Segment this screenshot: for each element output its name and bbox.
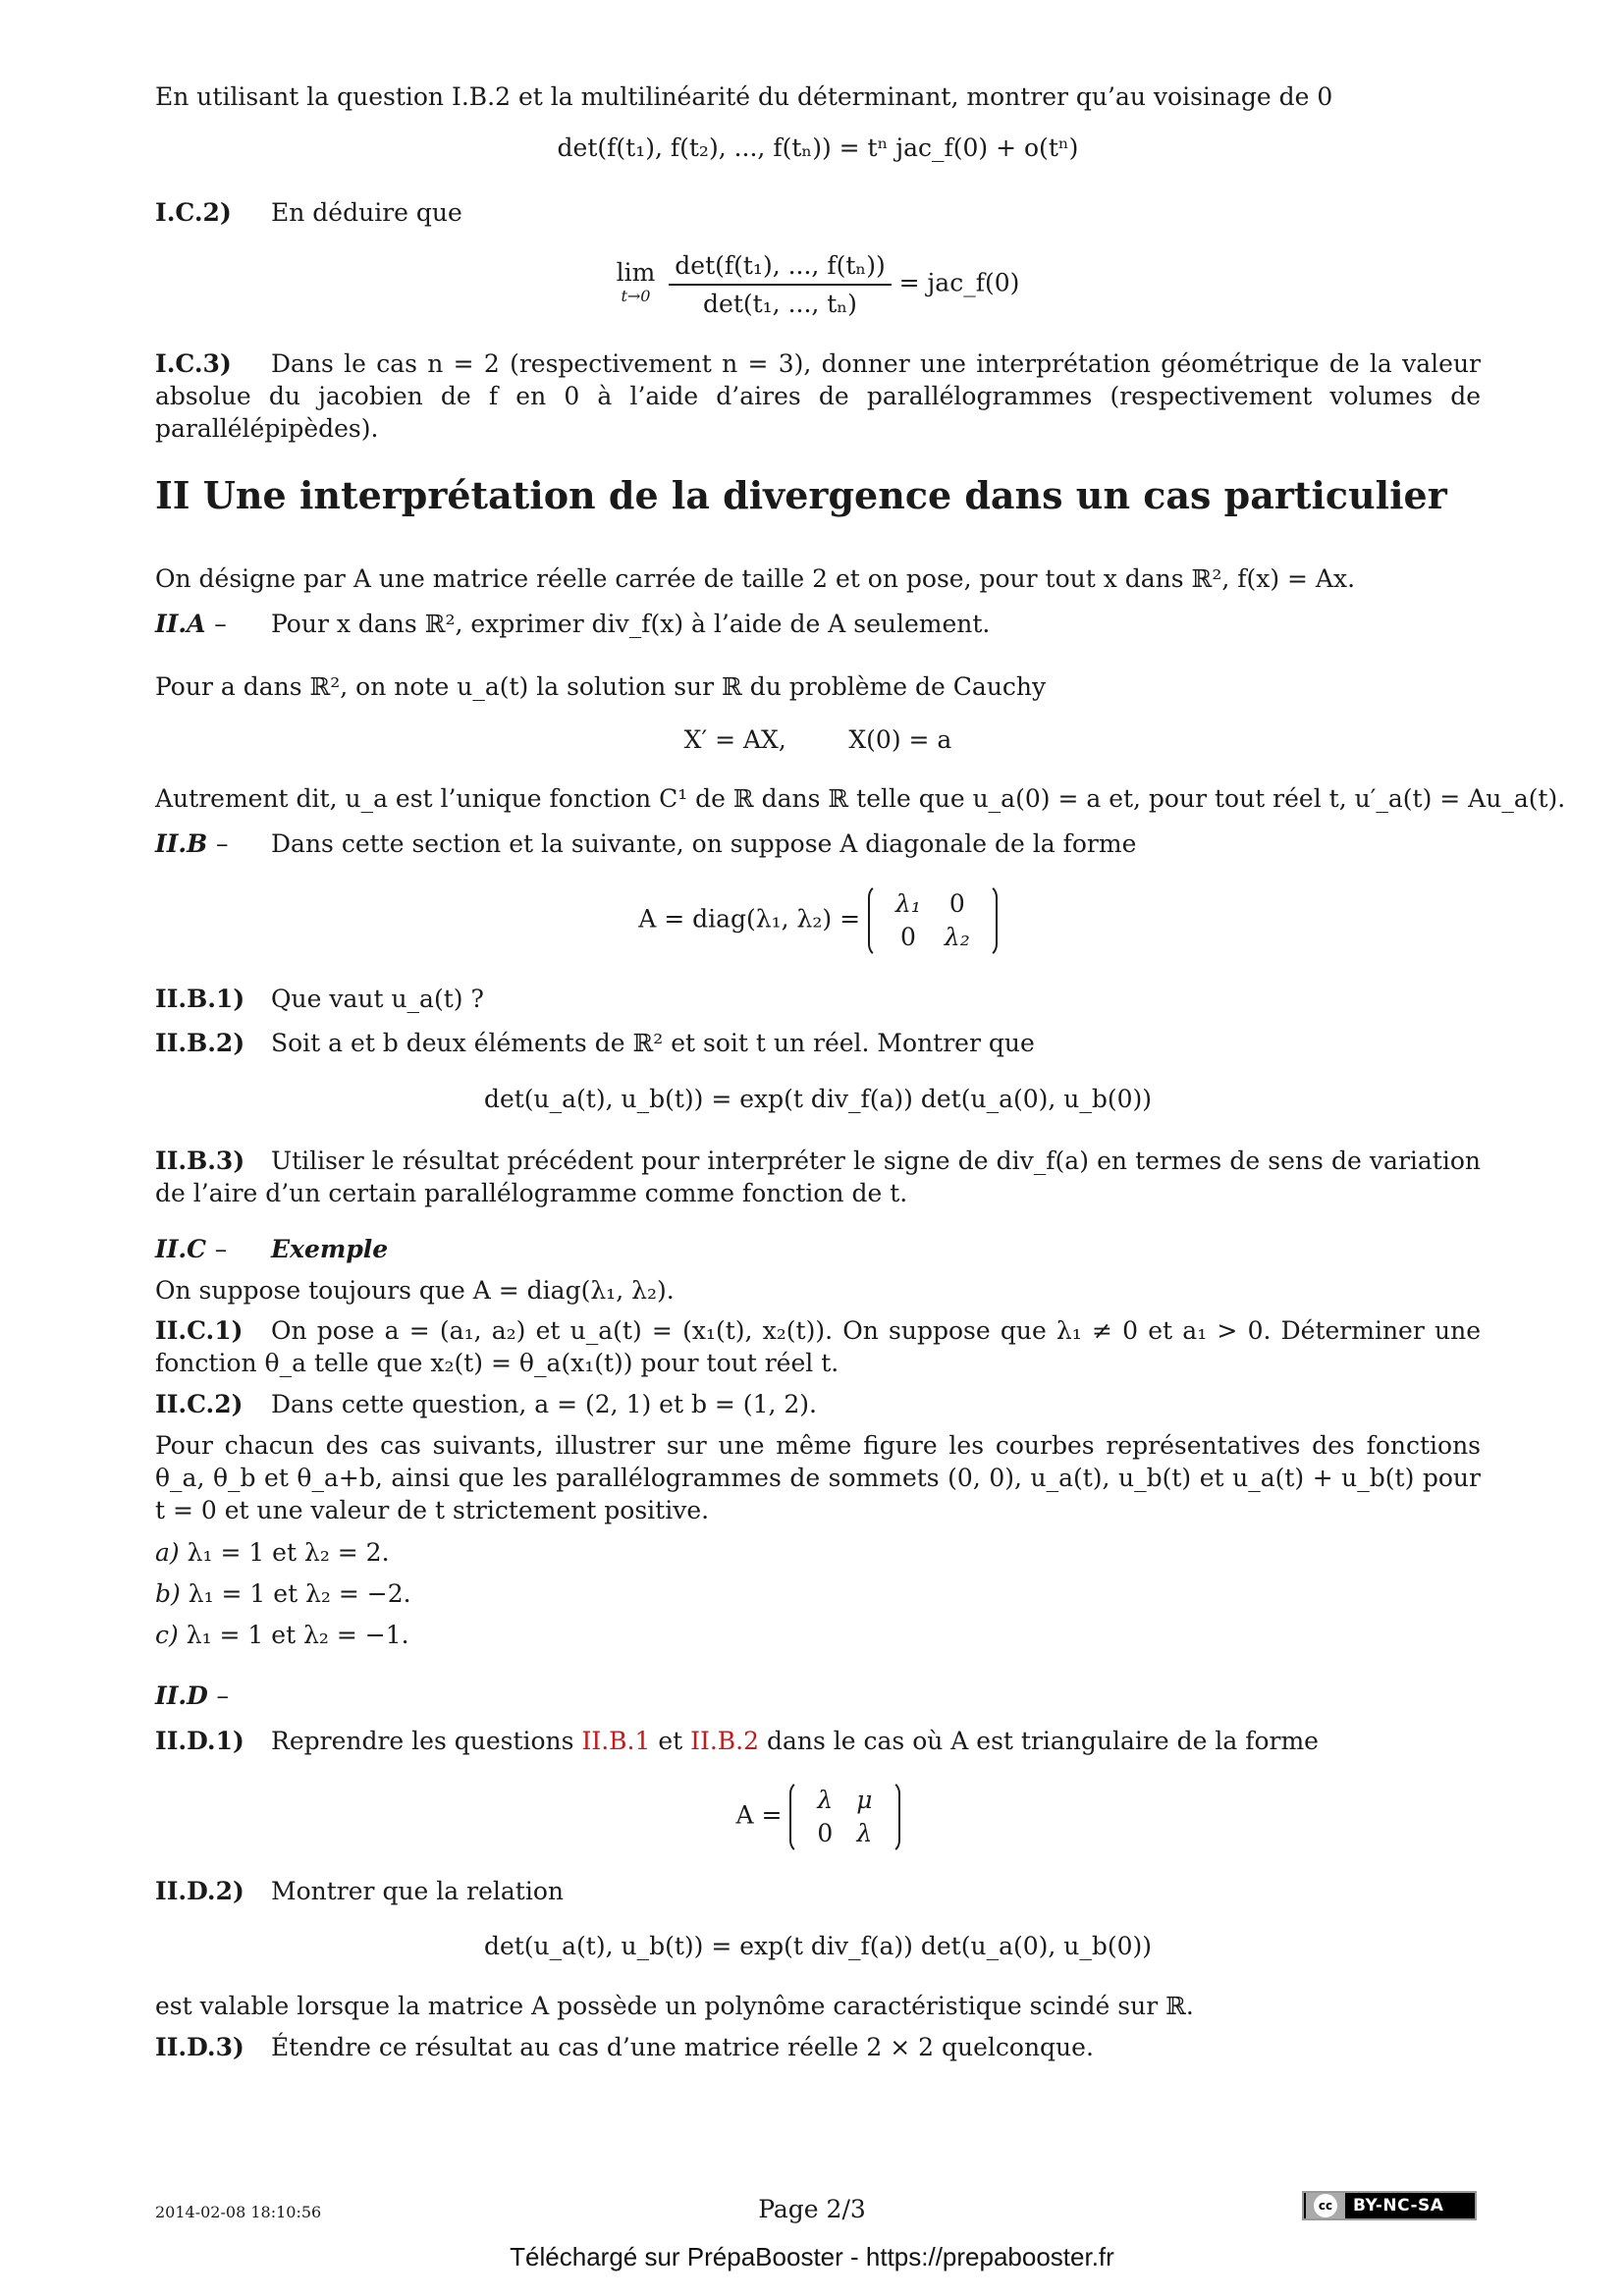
- IID2-after: est valable lorsque la matrice A possède un polynôme caractéristique scindé sur ℝ.: [155, 1992, 1194, 2020]
- question-IIB: [155, 828, 1481, 860]
- case-item: [155, 1577, 1481, 1610]
- formula-lhs: A =: [735, 1800, 783, 1830]
- fraction-numerator: det(f(t₁), ..., f(tₙ)): [669, 249, 891, 286]
- question-IID: [155, 1680, 1481, 1712]
- question-label: II.B –: [155, 829, 229, 858]
- case-tag: a): [155, 1538, 180, 1567]
- question-label: II.D –: [155, 1682, 229, 1710]
- section-intro: On désigne par A une matrice réelle carrée de taille 2 et on pose, pour tout x dans ℝ², f(x) = Ax.: [155, 564, 1356, 593]
- question-text: Soit a et b deux éléments de ℝ² et soit t un réel. Montrer que: [271, 1029, 1035, 1057]
- question-text: Dans cette section et la suivante, on suppose A diagonale de la forme: [271, 829, 1137, 858]
- question-IC3: [155, 347, 1481, 445]
- question-text: Pour x dans ℝ², exprimer div_f(x) à l’aide de A seulement.: [271, 610, 991, 638]
- matrix-cell: λ₂: [944, 923, 970, 951]
- matrix-cell: 0: [900, 923, 916, 951]
- question-IIB2: [155, 1027, 1481, 1059]
- formula-det-expansion: det(f(t₁), f(t₂), ..., f(tₙ)) = tⁿ jac_f(0) + o(tⁿ): [557, 133, 1079, 162]
- question-text: Montrer que la relation: [271, 1877, 564, 1905]
- question-text: Dans cette question, a = (2, 1) et b = (1, 2).: [271, 1390, 817, 1418]
- question-label: II.B.3): [155, 1147, 245, 1175]
- matrix-cell: λ: [856, 1819, 873, 1847]
- question-label: II.D.3): [155, 2033, 244, 2061]
- case-item: [155, 1536, 1481, 1569]
- formula-triangular: [155, 1784, 1481, 1850]
- matrix-cell: λ₁: [895, 889, 921, 918]
- matrix: [868, 887, 998, 954]
- matrix-cell: μ: [856, 1786, 873, 1814]
- question-label: II.B.1): [155, 985, 245, 1013]
- case-item: [155, 1619, 1481, 1651]
- IIC2-paragraph: Pour chacun des cas suivants, illustrer sur une même figure les courbes représentatives des fonctions θ_a, θ_b et θ_a+b, ainsi que les parallélogrammes de sommets (0, 0), u_a(t), u_b(t) et u_a(t) + u_b(t) pour t = 0 et une valeur de t strictement positive.: [155, 1431, 1481, 1524]
- case-text: λ₁ = 1 et λ₂ = 2.: [187, 1538, 390, 1567]
- download-source: Téléchargé sur PrépaBooster - https://prepabooster.fr: [510, 2242, 1114, 2271]
- question-text: On pose a = (a₁, a₂) et u_a(t) = (x₁(t), x₂(t)). On suppose que λ₁ ≠ 0 et a₁ > 0. Déterminer une fonction θ_a telle que x₂(t) = θ_a(x₁(t)) pour tout réel t.: [155, 1316, 1481, 1377]
- matrix-cell: 0: [817, 1819, 834, 1847]
- question-text: Dans le cas n = 2 (respectivement n = 3), donner une interprétation géométrique de la valeur absolue du jacobien de f en 0 à l’aide d’aires de parallélogrammes (respectivement volumes de parallélépipèdes).: [155, 349, 1481, 443]
- question-IIC: [155, 1233, 1481, 1265]
- case-text: λ₁ = 1 et λ₂ = −2.: [188, 1579, 411, 1608]
- formula-lhs: A = diag(λ₁, λ₂) =: [638, 904, 861, 934]
- question-IID3: [155, 2031, 1481, 2063]
- matrix: [789, 1784, 899, 1850]
- question-text: Étendre ce résultat au cas d’une matrice réelle 2 × 2 quelconque.: [271, 2033, 1094, 2061]
- section-subtitle: Exemple: [271, 1235, 389, 1263]
- question-IIB1: [155, 983, 1481, 1015]
- formula-rhs: = jac_f(0): [898, 268, 1020, 297]
- question-label: II.C –: [155, 1235, 228, 1263]
- question-text: Que vaut u_a(t) ?: [271, 985, 484, 1013]
- formula-limit: [155, 249, 1481, 320]
- question-label: II.B.2): [155, 1029, 245, 1057]
- question-IIC2: [155, 1388, 1481, 1420]
- matrix-cell: 0: [948, 889, 965, 918]
- cauchy-after: Autrement dit, u_a est l’unique fonction C¹ de ℝ dans ℝ telle que u_a(0) = a et, pour tout réel t, u′_a(t) = Au_a(t).: [155, 784, 1566, 813]
- section-title: II Une interprétation de la divergence dans un cas particulier: [155, 473, 1447, 517]
- page-number: Page 2/3: [758, 2195, 866, 2223]
- question-label: II.A –: [155, 610, 227, 638]
- question-label: II.C.1): [155, 1316, 244, 1345]
- question-IIA: [155, 608, 1481, 640]
- formula-cauchy: X′ = AX, X(0) = a: [683, 725, 952, 754]
- formula-diag: [155, 887, 1481, 954]
- question-label: II.C.2): [155, 1390, 244, 1418]
- question-label: II.D.2): [155, 1877, 244, 1905]
- IIC-intro: On suppose toujours que A = diag(λ₁, λ₂).: [155, 1276, 675, 1305]
- lim-operator: lim t→0: [616, 258, 656, 305]
- fraction: [669, 249, 891, 320]
- link-IIB2[interactable]: II.B.2: [690, 1727, 760, 1755]
- question-IID1: II.D.1) Reprendre les questions II.B.1 et II.B.2 dans le cas où A est triangulaire de la forme: [155, 1727, 1319, 1755]
- question-label: II.D.1): [155, 1727, 244, 1755]
- matrix-cell: λ: [817, 1786, 834, 1814]
- question-text: En déduire que: [271, 198, 462, 227]
- case-tag: c): [155, 1621, 179, 1649]
- license-text: BY-NC-SA: [1353, 2196, 1444, 2216]
- question-IIC1: [155, 1314, 1481, 1379]
- question-label: I.C.3): [155, 349, 232, 378]
- cauchy-text: Pour a dans ℝ², on note u_a(t) la solution sur ℝ du problème de Cauchy: [155, 672, 1047, 701]
- question-IID2: [155, 1875, 1481, 1907]
- fraction-denominator: det(t₁, ..., tₙ): [703, 290, 857, 318]
- cc-license-badge: [1302, 2191, 1477, 2220]
- link-IIB1[interactable]: II.B.1: [581, 1727, 651, 1755]
- footer-date: 2014-02-08 18:10:56: [155, 2203, 322, 2221]
- question-label: I.C.2): [155, 198, 232, 227]
- question-IIB3: [155, 1145, 1481, 1209]
- case-tag: b): [155, 1579, 181, 1608]
- case-text: λ₁ = 1 et λ₂ = −1.: [186, 1621, 409, 1649]
- cc-icon: cc: [1314, 2194, 1337, 2217]
- question-IC2: [155, 196, 1481, 229]
- intro-text: En utilisant la question I.B.2 et la multilinéarité du déterminant, montrer qu’au voisinage de 0: [155, 82, 1333, 111]
- question-text: Utiliser le résultat précédent pour interpréter le signe de div_f(a) en termes de sens de variation de l’aire d’un certain parallélogramme comme fonction de t.: [155, 1147, 1481, 1207]
- formula-det-exp: det(u_a(t), u_b(t)) = exp(t div_f(a)) det(u_a(0), u_b(0)): [483, 1085, 1153, 1113]
- question-text: Reprendre les questions: [271, 1727, 574, 1755]
- formula-det-exp-2: det(u_a(t), u_b(t)) = exp(t div_f(a)) det(u_a(0), u_b(0)): [483, 1932, 1153, 1960]
